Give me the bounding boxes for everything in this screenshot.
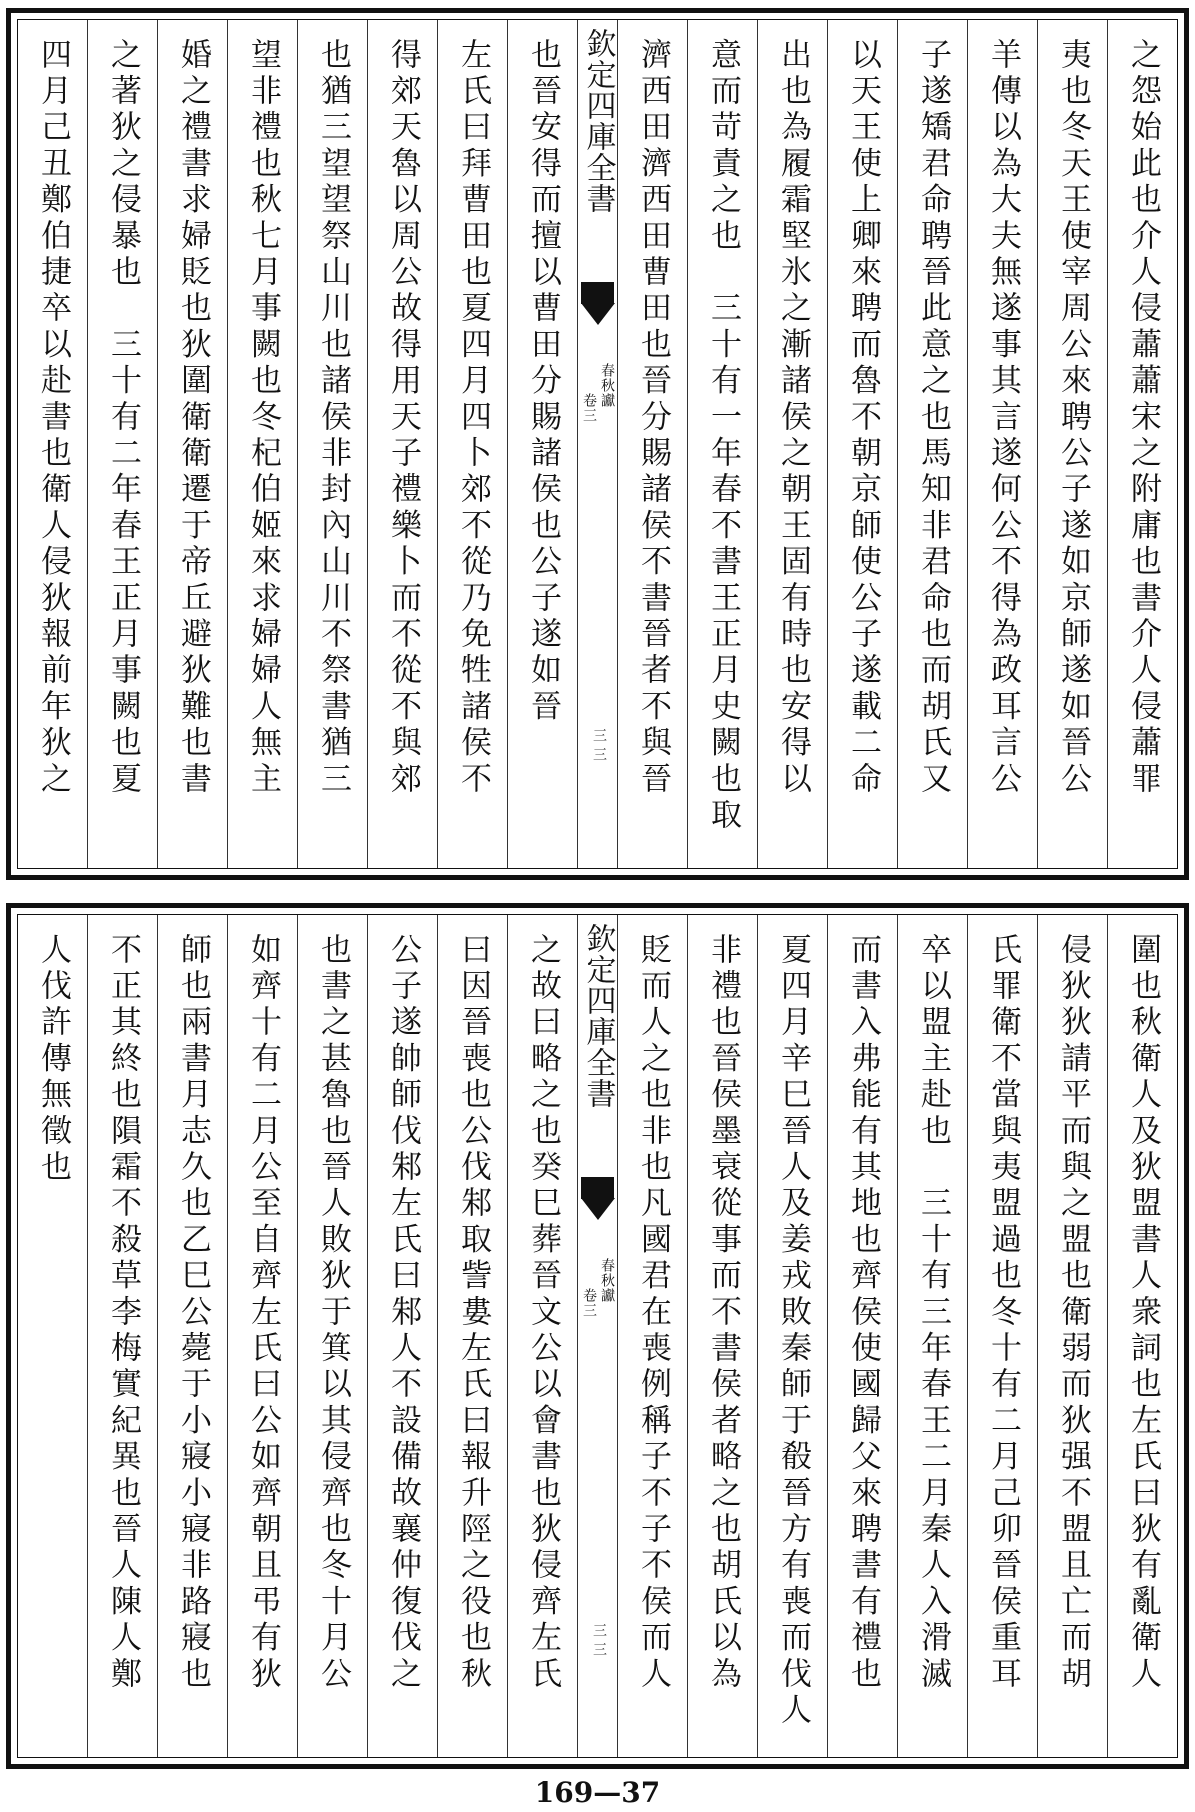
text-column: 濟西田濟西田曹田也晉分賜諸侯不書晉者不與晉 bbox=[617, 20, 687, 868]
fish-tail-notch bbox=[581, 303, 615, 325]
margin-title: 欽定四庫全書 bbox=[580, 923, 616, 1109]
text-column: 氏罪衛不當與夷盟過也冬十有二月己卯晉侯重耳 bbox=[967, 915, 1037, 1757]
text-column: 夷也冬天王使宰周公來聘公子遂如京師遂如晉公 bbox=[1037, 20, 1107, 868]
bottom-page bbox=[6, 903, 1189, 1769]
text-column: 而書入弗能有其地也齊侯使國歸父來聘書有禮也 bbox=[827, 915, 897, 1757]
margin-volume: 卷三 bbox=[581, 1288, 597, 1318]
text-column: 四月己丑鄭伯捷卒以赴書也衛人侵狄報前年狄之 bbox=[35, 38, 71, 799]
text-column: 得郊天魯以周公故得用天子禮樂卜而不從不與郊 bbox=[367, 20, 437, 868]
text-column: 也晉安得而擅以曹田分賜諸侯也公子遂如晉 bbox=[507, 20, 577, 868]
bottom-page-text-frame bbox=[17, 914, 1178, 1758]
text-column: 之著狄之侵暴也 三十有二年春王正月事闕也夏 bbox=[87, 20, 157, 868]
text-column: 婚之禮書求婦貶也狄圍衛衛遷于帝丘避狄難也書 bbox=[157, 20, 227, 868]
fish-tail-mark bbox=[581, 282, 614, 304]
page-footer-number: 169—37 bbox=[534, 1776, 661, 1809]
text-column: 人伐許傳無徵也 bbox=[35, 933, 71, 1187]
text-column: 如齊十有二月公至自齊左氏曰公如齊朝且弔有狄 bbox=[227, 915, 297, 1757]
text-column: 侵狄狄請平而與之盟也衛弱而狄强不盟且亡而胡 bbox=[1037, 915, 1107, 1757]
text-column: 非禮也晉侯墨衰從事而不書侯者略之也胡氏以為 bbox=[687, 915, 757, 1757]
text-column: 也書之甚魯也晉人敗狄于箕以其侵齊也冬十月公 bbox=[297, 915, 367, 1757]
text-column: 意而苛責之也 三十有一年春不書王正月史闕也取 bbox=[687, 20, 757, 868]
text-column: 曰因晉喪也公伐邾取訾婁左氏曰報升陘之役也秋 bbox=[437, 915, 507, 1757]
margin-page-number: 三三 bbox=[591, 728, 607, 767]
text-column: 之怨始此也介人侵蕭蕭宋之附庸也書介人侵蕭罪 bbox=[1107, 20, 1177, 868]
text-column: 左氏曰拜曹田也夏四月四卜郊不從乃免牲諸侯不 bbox=[437, 20, 507, 868]
margin-book-title: 春秋讞 bbox=[599, 363, 615, 408]
margin-volume: 卷三 bbox=[581, 393, 597, 423]
text-column: 公子遂帥師伐邾左氏曰邾人不設備故襄仲復伐之 bbox=[367, 915, 437, 1757]
text-column: 以天王使上卿來聘而魯不朝京師使公子遂載二命 bbox=[827, 20, 897, 868]
margin-title: 欽定四庫全書 bbox=[580, 28, 616, 214]
fish-tail-mark bbox=[581, 1177, 614, 1199]
text-column: 羊傳以為大夫無遂事其言遂何公不得為政耳言公 bbox=[967, 20, 1037, 868]
margin-page-number: 三三 bbox=[591, 1623, 607, 1662]
text-column: 夏四月辛巳晉人及姜戎敗秦師于殽晉方有喪而伐人 bbox=[757, 915, 827, 1757]
fish-tail-notch bbox=[581, 1198, 615, 1220]
text-column: 師也兩書月志久也乙巳公薨于小寢小寢非路寢也 bbox=[157, 915, 227, 1757]
text-column: 出也為履霜堅氷之漸諸侯之朝王固有時也安得以 bbox=[757, 20, 827, 868]
top-page-text-frame bbox=[17, 19, 1178, 869]
margin-book-title: 春秋讞 bbox=[599, 1258, 615, 1303]
center-margin bbox=[577, 915, 617, 1757]
text-column: 之故曰略之也癸巳葬晉文公以會書也狄侵齊左氏 bbox=[507, 915, 577, 1757]
text-column: 子遂矯君命聘晉此意之也馬知非君命也而胡氏又 bbox=[897, 20, 967, 868]
text-column: 貶而人之也非也凡國君在喪例稱子不子不侯而人 bbox=[617, 915, 687, 1757]
text-column: 圍也秋衛人及狄盟書人衆詞也左氏曰狄有亂衛人 bbox=[1107, 915, 1177, 1757]
text-column: 望非禮也秋七月事闕也冬杞伯姬來求婦婦人無主 bbox=[227, 20, 297, 868]
text-column: 不正其終也隕霜不殺草李梅實紀異也晉人陳人鄭 bbox=[87, 915, 157, 1757]
center-margin bbox=[577, 20, 617, 868]
text-column: 卒以盟主赴也 三十有三年春王二月秦人入滑滅 bbox=[897, 915, 967, 1757]
text-column: 也猶三望望祭山川也諸侯非封內山川不祭書猶三 bbox=[297, 20, 367, 868]
top-page bbox=[6, 8, 1189, 880]
